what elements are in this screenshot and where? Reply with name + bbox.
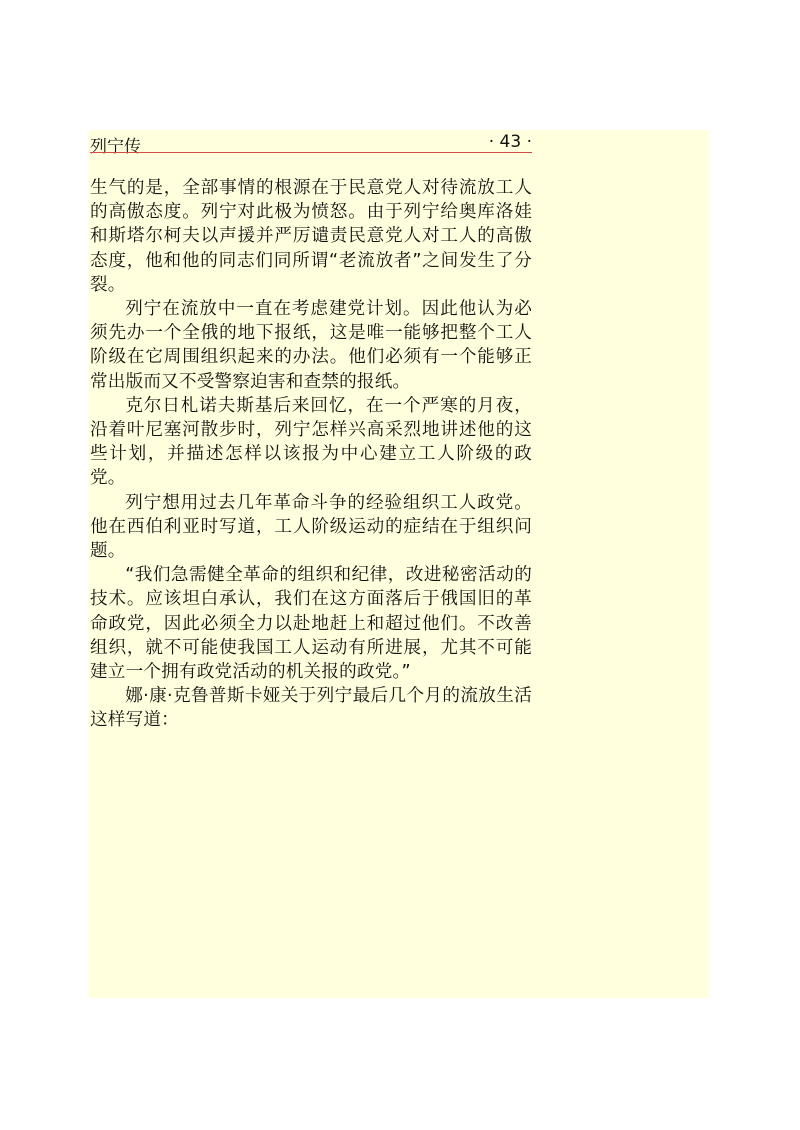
body-text	[90, 176, 532, 733]
running-header	[90, 132, 532, 160]
paragraph: “我们急需健全革命的组织和纪律，改进秘密活动的技术。应该坦白承认，我们在这方面落后于俄国旧的革命政党，因此必须全力以赴地赶上和超过他们。不改善组织，就不可能使我国工人运动有所进展，尤其不可能建立一个拥有政党活动的机关报的政党。”	[90, 565, 532, 683]
paragraph: 生气的是，全部事情的根源在于民意党人对待流放工人的高傲态度。列宁对此极为愤怒。由于列宁给奥库洛娃和斯塔尔柯夫以声援并严厉谴责民意党人对工人的高傲态度，他和他的同志们同所谓“老流放者”之间发生了分裂。	[90, 178, 532, 295]
paragraph: 娜·康·克鲁普斯卡娅关于列宁最后几个月的流放生活这样写道：	[90, 686, 532, 731]
paragraph: 克尔日札诺夫斯基后来回忆，在一个严寒的月夜，沿着叶尼塞河散步时，列宁怎样兴高采烈地讲述他的这些计划，并描述怎样以该报为中心建立工人阶级的政党。	[90, 395, 532, 489]
paragraph: 列宁在流放中一直在考虑建党计划。因此他认为必须先办一个全俄的地下报纸，这是唯一能够把整个工人阶级在它周围组织起来的办法。他们必须有一个能够正常出版而又不受警察迫害和查禁的报纸。	[90, 299, 532, 392]
book-title: 列宁传	[90, 137, 141, 157]
page-number: · 43 ·	[488, 132, 532, 152]
header-rule	[90, 152, 532, 153]
paragraph: 列宁想用过去几年革命斗争的经验组织工人政党。他在西伯利亚时写道，工人阶级运动的症结在于组织问题。	[90, 492, 532, 562]
